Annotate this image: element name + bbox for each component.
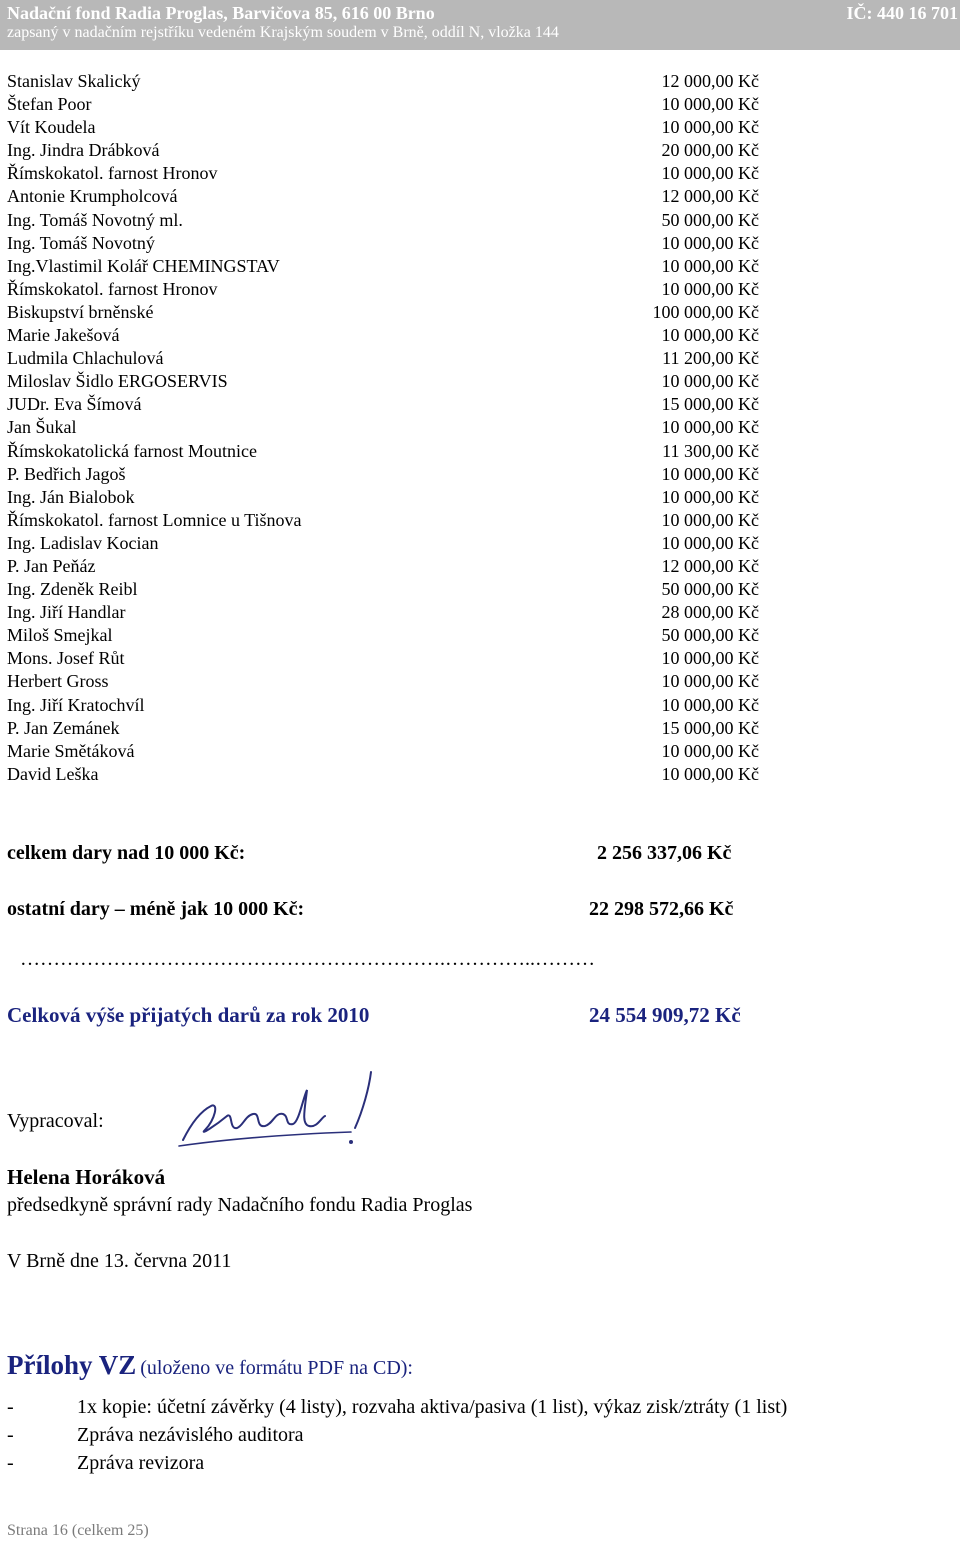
donor-name: Miloš Smejkal (7, 625, 113, 646)
total-over-label: celkem dary nad 10 000 Kč: (7, 842, 246, 864)
donor-row (7, 717, 767, 740)
donor-amount: 10 000,00 Kč (661, 255, 759, 276)
donor-amount: 10 000,00 Kč (661, 463, 759, 484)
donor-name: Miloslav Šidlo ERGOSERVIS (7, 371, 228, 392)
donor-name: Římskokatol. farnost Lomnice u Tišnova (7, 509, 302, 530)
donor-name: P. Jan Peňáz (7, 555, 96, 576)
donor-row (7, 185, 767, 208)
donor-amount: 10 000,00 Kč (661, 325, 759, 346)
signer-name: Helena Horáková (7, 1165, 166, 1189)
donor-row (7, 440, 767, 463)
donor-name: Štefan Poor (7, 94, 92, 115)
donor-name: Jan Šukal (7, 417, 77, 438)
prepared-by-label: Vypracoval: (7, 1110, 104, 1132)
donor-amount: 15 000,00 Kč (661, 394, 759, 415)
donor-row (7, 532, 767, 555)
donor-list (7, 70, 767, 786)
donor-name: Marie Smětáková (7, 740, 135, 761)
list-dash: - (7, 1424, 14, 1446)
donor-name: Ing.Vlastimil Kolář CHEMINGSTAV (7, 255, 280, 276)
total-under-value: 22 298 572,66 Kč (589, 898, 734, 920)
donor-name: Antonie Krumpholcová (7, 186, 178, 207)
attachment-item (7, 1396, 787, 1419)
attachment-text: Zpráva nezávislého auditora (77, 1424, 304, 1446)
signature-image (175, 1068, 385, 1158)
donor-name: Ing. Jindra Drábková (7, 140, 160, 161)
donor-row (7, 255, 767, 278)
donor-row (7, 624, 767, 647)
donor-name: Ing. Jiří Kratochvíl (7, 694, 145, 715)
donor-amount: 100 000,00 Kč (652, 301, 759, 322)
attachments-subtitle: (uloženo ve formátu PDF na CD): (140, 1357, 413, 1379)
org-ic: IČ: 440 16 701 (846, 3, 958, 23)
donor-row (7, 578, 767, 601)
donor-name: Ing. Tomáš Novotný (7, 232, 155, 253)
page-number: Strana 16 (celkem 25) (7, 1522, 149, 1539)
donor-amount: 10 000,00 Kč (661, 740, 759, 761)
donor-name: Římskokatol. farnost Hronov (7, 163, 218, 184)
donor-amount: 10 000,00 Kč (661, 694, 759, 715)
donor-row (7, 370, 767, 393)
donor-amount: 12 000,00 Kč (661, 555, 759, 576)
attachment-item (7, 1452, 204, 1475)
donor-name: Ing. Zdeněk Reibl (7, 579, 138, 600)
donor-amount: 10 000,00 Kč (661, 117, 759, 138)
donor-amount: 20 000,00 Kč (661, 140, 759, 161)
grand-total-label: Celková výše přijatých darů za rok 2010 (7, 1003, 370, 1027)
donor-name: Stanislav Skalický (7, 71, 141, 91)
org-address: Nadační fond Radia Proglas, Barvičova 85, 616 00 Brno (7, 3, 435, 23)
donor-row (7, 555, 767, 578)
donor-row (7, 463, 767, 486)
donor-amount: 15 000,00 Kč (661, 717, 759, 738)
donor-name: Ing. Ladislav Kocian (7, 532, 159, 553)
donor-name: Biskupství brněnské (7, 301, 154, 322)
donor-amount: 10 000,00 Kč (661, 486, 759, 507)
donor-name: Římskokatolická farnost Moutnice (7, 440, 257, 461)
signer-role: předsedkyně správní rady Nadačního fondu Radia Proglas (7, 1194, 473, 1216)
donor-name: Vít Koudela (7, 117, 96, 138)
grand-total-value: 24 554 909,72 Kč (589, 1003, 741, 1027)
donor-row (7, 116, 767, 139)
total-under-label: ostatní dary – méně jak 10 000 Kč: (7, 898, 305, 920)
donor-row (7, 694, 767, 717)
donor-amount: 11 300,00 Kč (662, 440, 759, 461)
donor-row (7, 647, 767, 670)
attachment-text: Zpráva revizora (77, 1452, 205, 1474)
donor-amount: 12 000,00 Kč (661, 71, 759, 91)
donor-amount: 10 000,00 Kč (661, 232, 759, 253)
donor-row (7, 232, 767, 255)
donor-name: Ing. Tomáš Novotný ml. (7, 209, 183, 230)
donor-row (7, 509, 767, 532)
donor-row (7, 301, 767, 324)
donor-name: David Leška (7, 763, 99, 784)
donor-amount: 50 000,00 Kč (661, 209, 759, 230)
donor-row (7, 93, 767, 116)
donor-amount: 50 000,00 Kč (661, 625, 759, 646)
page-header (0, 0, 960, 50)
donor-name: Mons. Josef Růt (7, 648, 125, 669)
donor-amount: 10 000,00 Kč (661, 417, 759, 438)
donor-amount: 28 000,00 Kč (661, 602, 759, 623)
donor-name: Marie Jakešová (7, 325, 120, 346)
donor-name: P. Jan Zemánek (7, 717, 120, 738)
donor-row (7, 347, 767, 370)
donor-row (7, 416, 767, 439)
donor-amount: 10 000,00 Kč (661, 763, 759, 784)
donor-name: P. Bedřich Jagoš (7, 463, 126, 484)
donor-amount: 10 000,00 Kč (661, 371, 759, 392)
donor-row (7, 670, 767, 693)
donor-row (7, 486, 767, 509)
donor-amount: 11 200,00 Kč (662, 348, 759, 369)
donor-row (7, 278, 767, 301)
donor-amount: 10 000,00 Kč (661, 163, 759, 184)
donor-amount: 10 000,00 Kč (661, 94, 759, 115)
donor-row (7, 393, 767, 416)
donor-row (7, 324, 767, 347)
donor-amount: 10 000,00 Kč (661, 278, 759, 299)
donor-amount: 10 000,00 Kč (661, 509, 759, 530)
donor-name: JUDr. Eva Šímová (7, 394, 142, 415)
registry-info: zapsaný v nadačním rejstříku vedeném Krajským soudem v Brně, oddíl N, vložka 144 (7, 24, 559, 41)
donor-row (7, 740, 767, 763)
donor-amount: 10 000,00 Kč (661, 532, 759, 553)
attachment-item (7, 1424, 304, 1447)
donor-row (7, 70, 767, 93)
donor-amount: 50 000,00 Kč (661, 579, 759, 600)
attachments-title: Přílohy VZ (7, 1350, 137, 1380)
donor-name: Herbert Gross (7, 671, 109, 692)
attachment-text: 1x kopie: účetní závěrky (4 listy), rozvaha aktiva/pasiva (1 list), výkaz zisk/ztráty (1 list) (77, 1396, 788, 1418)
attachments-heading (7, 1350, 413, 1381)
donor-row (7, 139, 767, 162)
donor-amount: 10 000,00 Kč (661, 648, 759, 669)
donor-row (7, 763, 767, 786)
donor-name: Ing. Ján Bialobok (7, 486, 135, 507)
list-dash: - (7, 1396, 14, 1418)
donor-amount: 12 000,00 Kč (661, 186, 759, 207)
total-over-value: 2 256 337,06 Kč (597, 842, 732, 864)
donor-row (7, 601, 767, 624)
donor-name: Římskokatol. farnost Hronov (7, 278, 218, 299)
list-dash: - (7, 1452, 14, 1474)
separator-dots: ……………………………………………………….…………..……… (20, 948, 595, 970)
donor-name: Ing. Jiří Handlar (7, 602, 126, 623)
donor-name: Ludmila Chlachulová (7, 348, 164, 369)
place-date: V Brně dne 13. června 2011 (7, 1250, 232, 1272)
donor-row (7, 162, 767, 185)
donor-row (7, 209, 767, 232)
donor-amount: 10 000,00 Kč (661, 671, 759, 692)
